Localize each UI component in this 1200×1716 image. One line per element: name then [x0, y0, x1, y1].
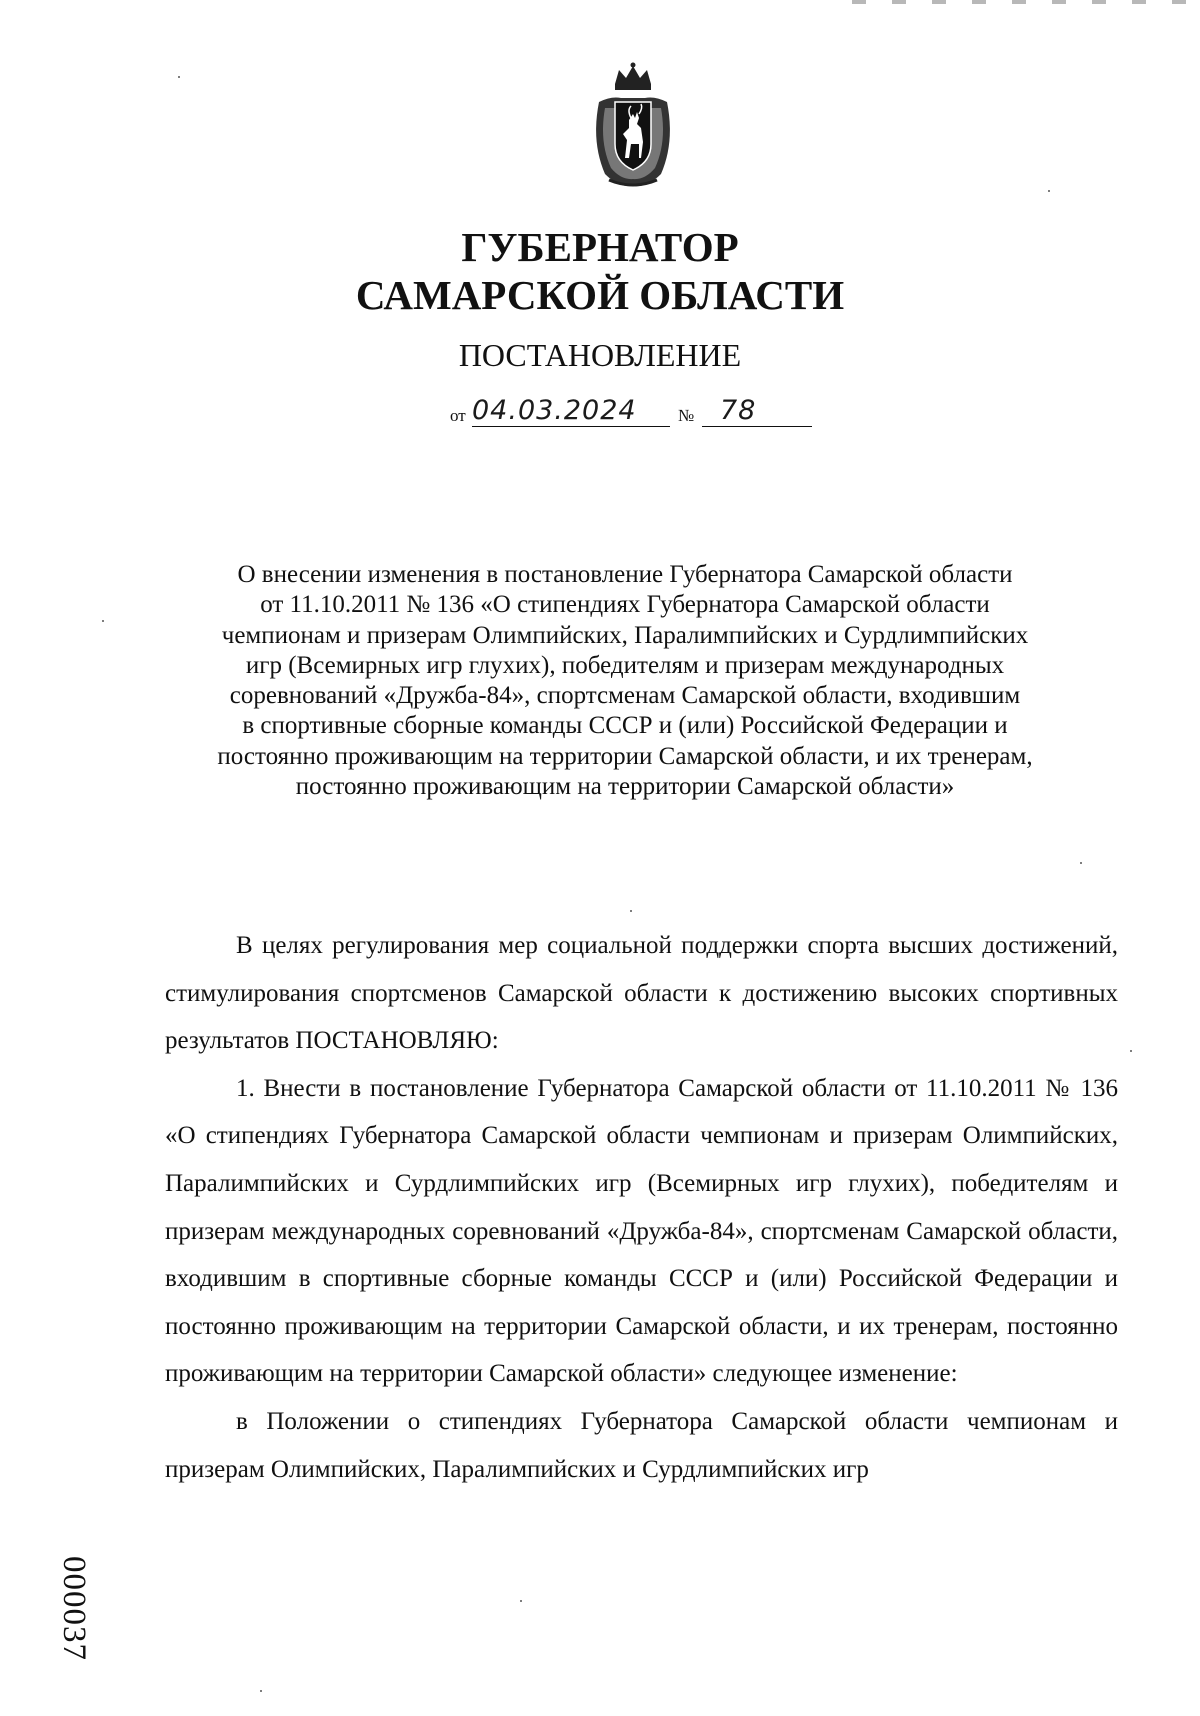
- margin-serial-number: 000037: [56, 1556, 92, 1661]
- scan-speck: [178, 76, 180, 78]
- title-line: игр (Всемирных игр глухих), победителям и призерам международных: [245, 651, 1005, 679]
- handwritten-date: 04.03.2024: [472, 396, 670, 427]
- title-line: постоянно проживающим на территории Самарской области, и их тренерам,: [217, 742, 1033, 770]
- scan-speck: [520, 1600, 522, 1602]
- title-line: О внесении изменения в постановление Губернатора Самарской области: [237, 561, 1013, 588]
- authority-name-line1: ГУБЕРНАТОР: [461, 224, 739, 270]
- authority-name-line2: САМАРСКОЙ ОБЛАСТИ: [355, 272, 845, 318]
- scan-speck: [260, 1690, 262, 1692]
- title-line: постоянно проживающим на территории Самарской области»: [295, 773, 955, 801]
- scan-speck: [630, 910, 632, 912]
- item-1-sub-paragraph: в Положении о стипендиях Губернатора Самарской области чемпионам и призерам Олимпийских, Паралимпийских и Сурдлимпийских игр: [165, 1407, 1118, 1483]
- title-line: чемпионам и призерам Олимпийских, Паралимпийских и Сурдлимпийских: [221, 621, 1029, 649]
- title-line: от 11.10.2011 № 136 «О стипендиях Губернатора Самарской области: [260, 591, 990, 619]
- scan-speck: [1048, 190, 1050, 192]
- coat-of-arms-icon: [585, 62, 681, 190]
- title-line: соревнований «Дружба-84», спортсменам Самарской области, входившим: [229, 682, 1021, 710]
- number-label: №: [678, 406, 695, 425]
- date-number-line: [450, 396, 850, 432]
- document-title: [165, 560, 1085, 802]
- scan-speck: [1080, 862, 1082, 864]
- handwritten-number: 78: [702, 396, 812, 427]
- document-type: ПОСТАНОВЛЕНИЕ: [458, 337, 742, 373]
- item-1-paragraph: 1. Внести в постановление Губернатора Самарской области от 11.10.2011 № 136 «О стипендиях Губернатора Самарской области чемпионам и призерам Олимпийских, Паралимпийских и Сурдлимпийских игр (Всемирных игр глухих), победителям и призерам международных соревнований «Дружба-84», спортсменам Самарской области, входившим в спортивные сборные команды СССР и (или) Российской Федерации и постоянно проживающим на территории Самарской области, и их тренерам, постоянно проживающим на территории Самарской области» следующее изменение:: [165, 1074, 1118, 1388]
- scan-speck: [1130, 1050, 1132, 1052]
- preamble-paragraph: В целях регулирования мер социальной поддержки спорта высших достижений, стимулирования спортсменов Самарской области к достижению высоких спортивных результатов ПОСТАНОВЛЯЮ:: [165, 932, 1118, 1055]
- title-line: в спортивные сборные команды СССР и (или) Российской Федерации и: [242, 712, 1008, 740]
- scan-speck: [102, 620, 104, 622]
- date-label: от: [450, 406, 466, 425]
- document-body: [165, 922, 1118, 1493]
- scan-edge-marks: [852, 0, 1192, 4]
